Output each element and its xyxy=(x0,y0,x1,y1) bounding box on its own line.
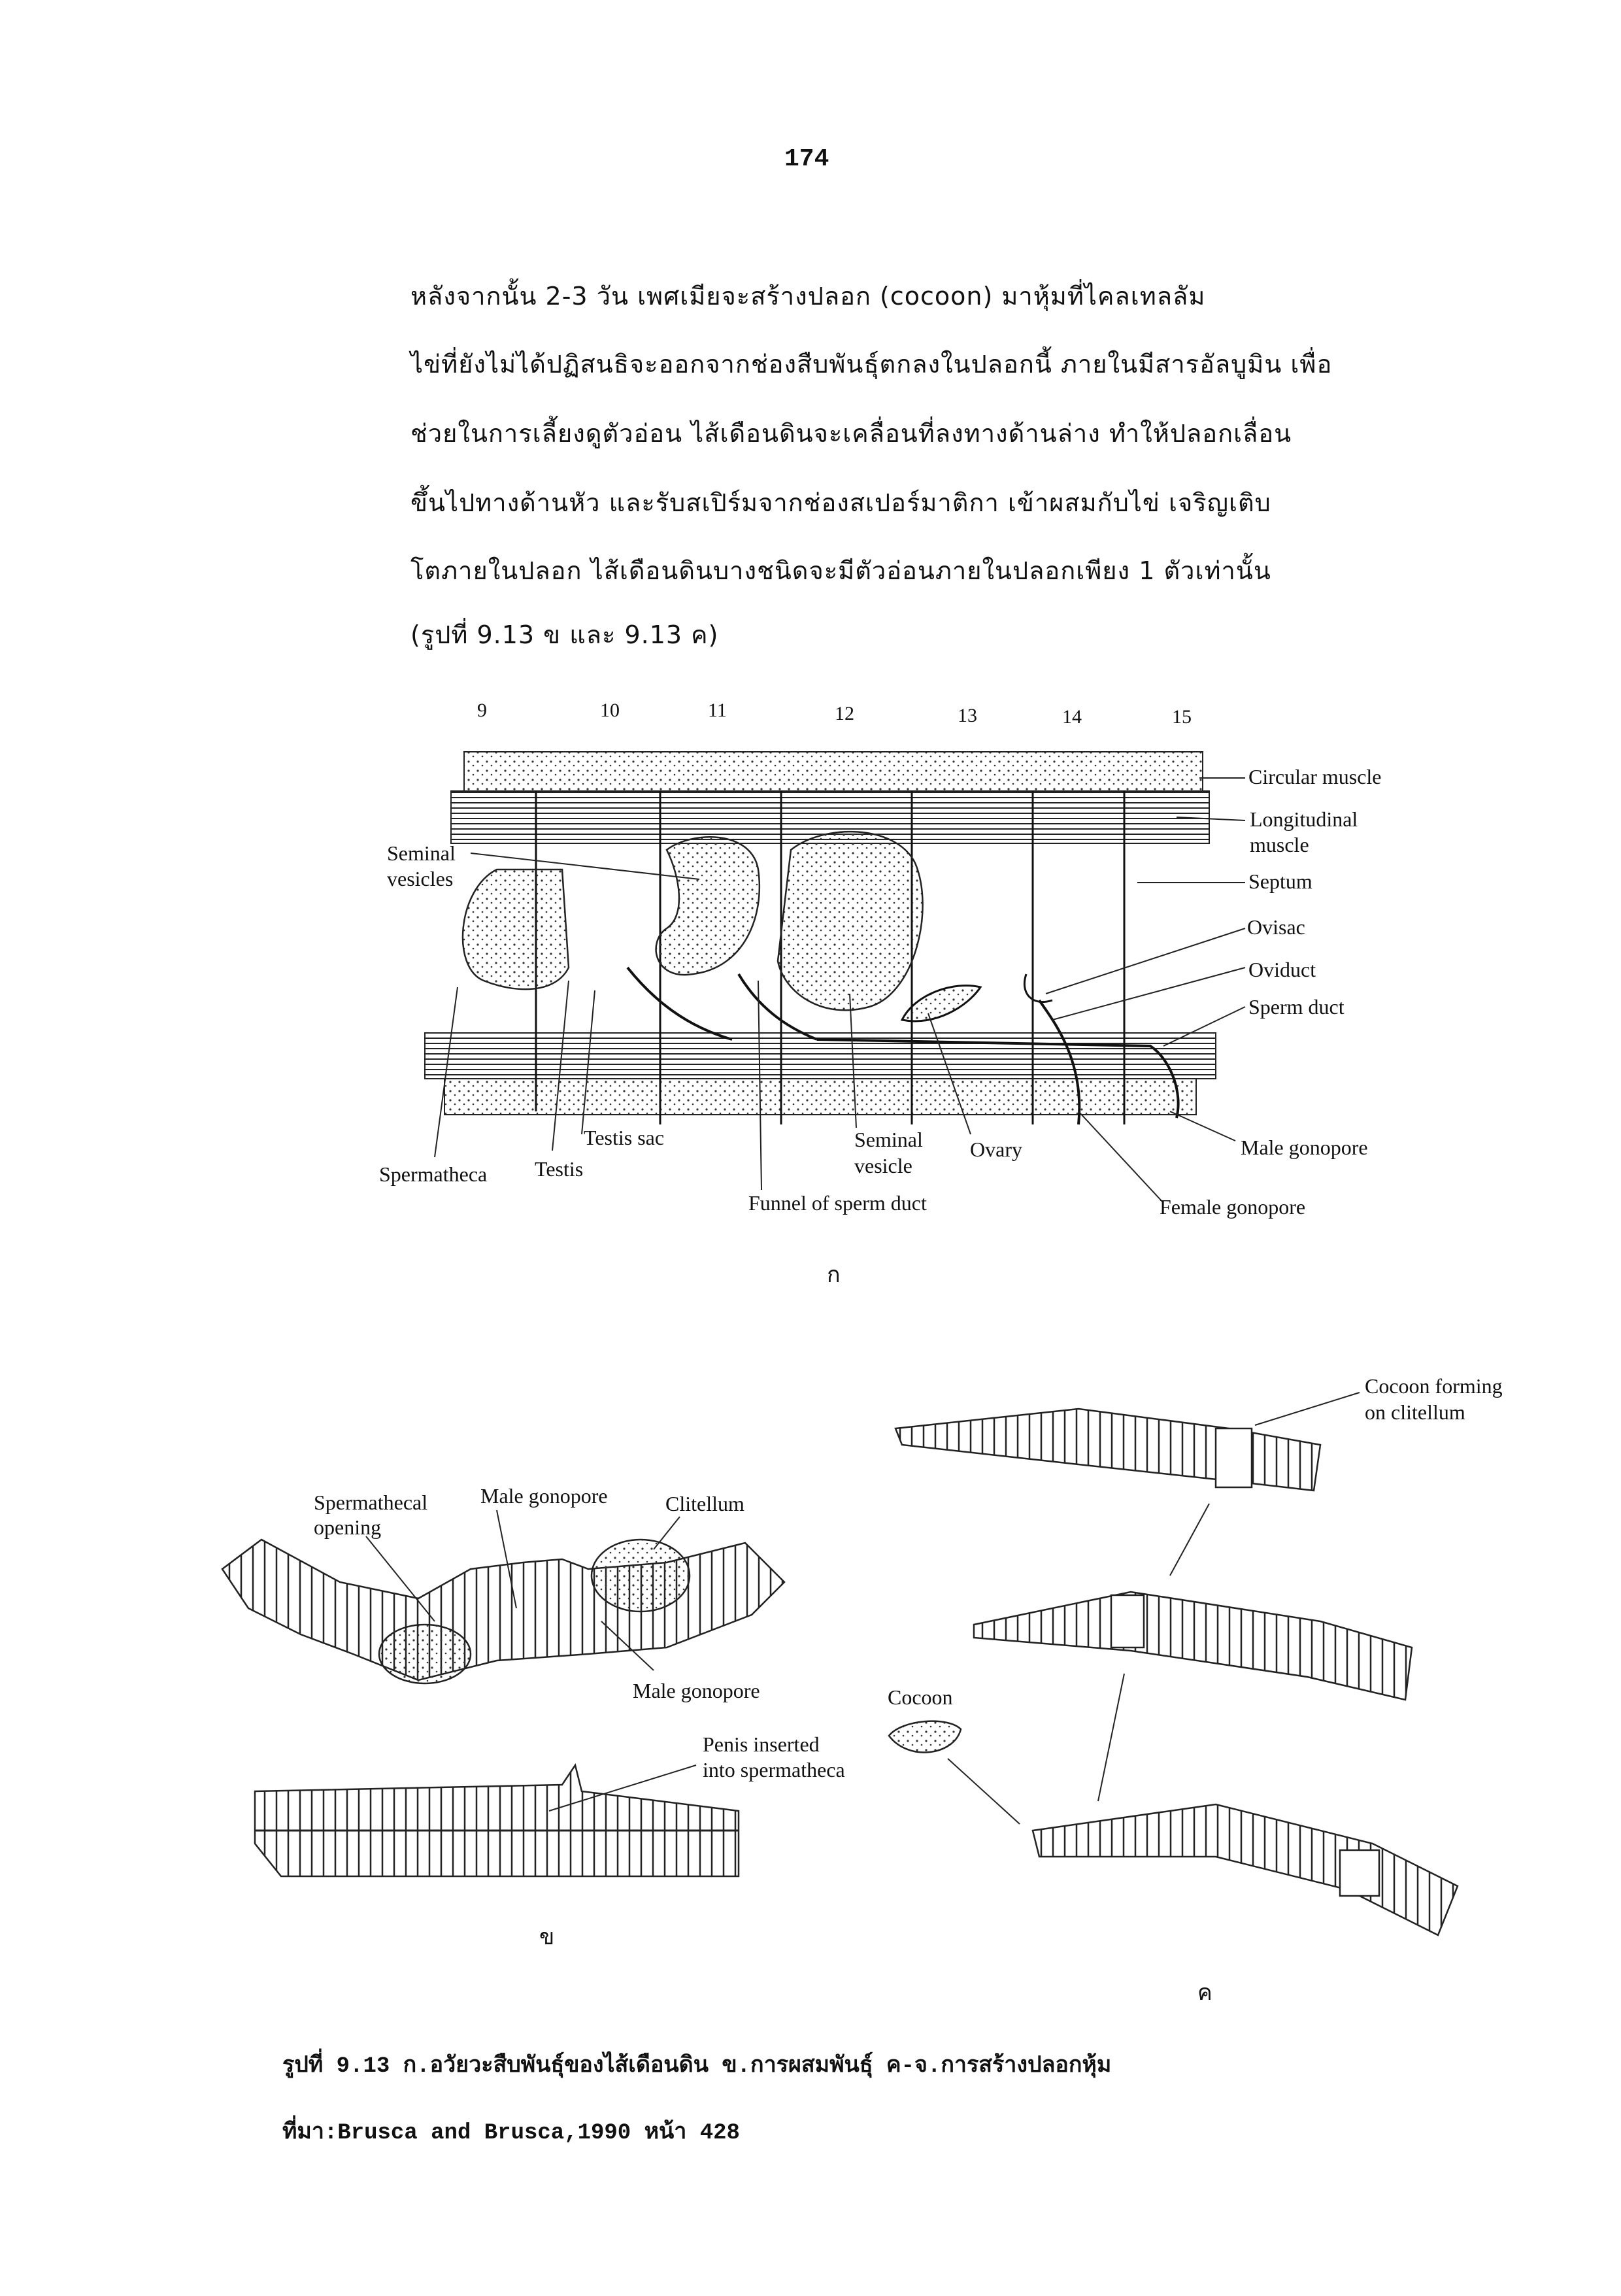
label-cocoon-forming-1: Cocoon forming xyxy=(1365,1374,1503,1398)
label-oviduct: Oviduct xyxy=(1248,958,1316,981)
paragraph-line-1: หลังจากนั้น 2-3 วัน เพศเมียจะสร้างปลอก (cocoon) มาหุ้มที่ไคลเทลลัม xyxy=(410,282,1206,311)
paragraph-line-4: ขึ้นไปทางด้านหัว และรับสเปิร์มจากช่องสเปอร์มาติกา เข้าผสมกับไข่ เจริญเติบ xyxy=(410,488,1271,517)
label-male-gonopore: Male gonopore xyxy=(1241,1136,1368,1159)
label-seminal-vesicles-1: Seminal xyxy=(387,841,456,865)
label-seminal-vesicle-1: Seminal xyxy=(854,1128,923,1151)
label-clitellum: Clitellum xyxy=(665,1492,744,1515)
label-seminal-vesicle-2: vesicle xyxy=(854,1154,912,1177)
label-ovary: Ovary xyxy=(970,1138,1022,1161)
segment-number-9: 9 xyxy=(477,700,487,721)
figure-a-sublabel: ก xyxy=(827,1262,841,1288)
paragraph-line-3: ช่วยในการเลี้ยงดูตัวอ่อน ไส้เดือนดินจะเคลื่อนที่ลงทางด้านล่าง ทำให้ปลอกเลื่อน xyxy=(410,419,1292,448)
label-female-gonopore: Female gonopore xyxy=(1160,1195,1306,1219)
segment-number-15: 15 xyxy=(1172,706,1192,728)
segment-number-11: 11 xyxy=(708,700,727,721)
label-penis-inserted-1: Penis inserted xyxy=(703,1732,820,1756)
segment-number-14: 14 xyxy=(1062,706,1082,728)
label-longitudinal-muscle-2: muscle xyxy=(1250,833,1309,856)
paragraph-line-2: ไข่ที่ยังไม่ได้ปฏิสนธิจะออกจากช่องสืบพันธุ์ตกลงในปลอกนี้ ภายในมีสารอัลบูมิน เพื่อ xyxy=(410,350,1333,379)
label-seminal-vesicles-2: vesicles xyxy=(387,867,454,890)
label-spermatheca: Spermatheca xyxy=(379,1162,488,1186)
segment-number-10: 10 xyxy=(600,700,620,721)
segment-number-13: 13 xyxy=(958,705,977,726)
label-male-gonopore-top: Male gonopore xyxy=(480,1484,608,1508)
figure-source: ที่มา:Brusca and Brusca,1990 หน้า 428 xyxy=(282,2121,740,2146)
label-spermathecal-opening-1: Spermathecal xyxy=(314,1491,428,1514)
figure-c-sublabel: ค xyxy=(1197,1980,1212,2006)
label-testis: Testis xyxy=(535,1157,584,1181)
label-penis-inserted-2: into spermatheca xyxy=(703,1758,845,1781)
paragraph-line-6: (รูปที่ 9.13 ข และ 9.13 ค) xyxy=(410,620,719,649)
label-septum: Septum xyxy=(1248,869,1312,893)
label-cocoon-forming-2: on clitellum xyxy=(1365,1400,1465,1424)
label-cocoon: Cocoon xyxy=(888,1685,953,1709)
label-testis-sac: Testis sac xyxy=(584,1126,665,1149)
label-male-gonopore-bottom: Male gonopore xyxy=(633,1679,760,1702)
label-longitudinal-muscle-1: Longitudinal xyxy=(1250,807,1358,831)
figure-caption: รูปที่ 9.13 ก.อวัยวะสืบพันธุ์ของไส้เดือนดิน ข.การผสมพันธุ์ ค-จ.การสร้างปลอกหุ้ม xyxy=(282,2054,1112,2079)
paragraph-line-5: โตภายในปลอก ไส้เดือนดินบางชนิดจะมีตัวอ่อนภายในปลอกเพียง 1 ตัวเท่านั้น xyxy=(410,556,1271,585)
label-circular-muscle: Circular muscle xyxy=(1248,765,1382,788)
figure-b-sublabel: ข xyxy=(539,1924,555,1950)
label-sperm-duct: Sperm duct xyxy=(1248,995,1345,1019)
page-number: 174 xyxy=(784,145,829,173)
label-funnel-of-sperm-duct: Funnel of sperm duct xyxy=(748,1191,927,1215)
label-ovisac: Ovisac xyxy=(1247,915,1305,939)
segment-number-12: 12 xyxy=(835,703,854,724)
label-spermathecal-opening-2: opening xyxy=(314,1515,382,1539)
